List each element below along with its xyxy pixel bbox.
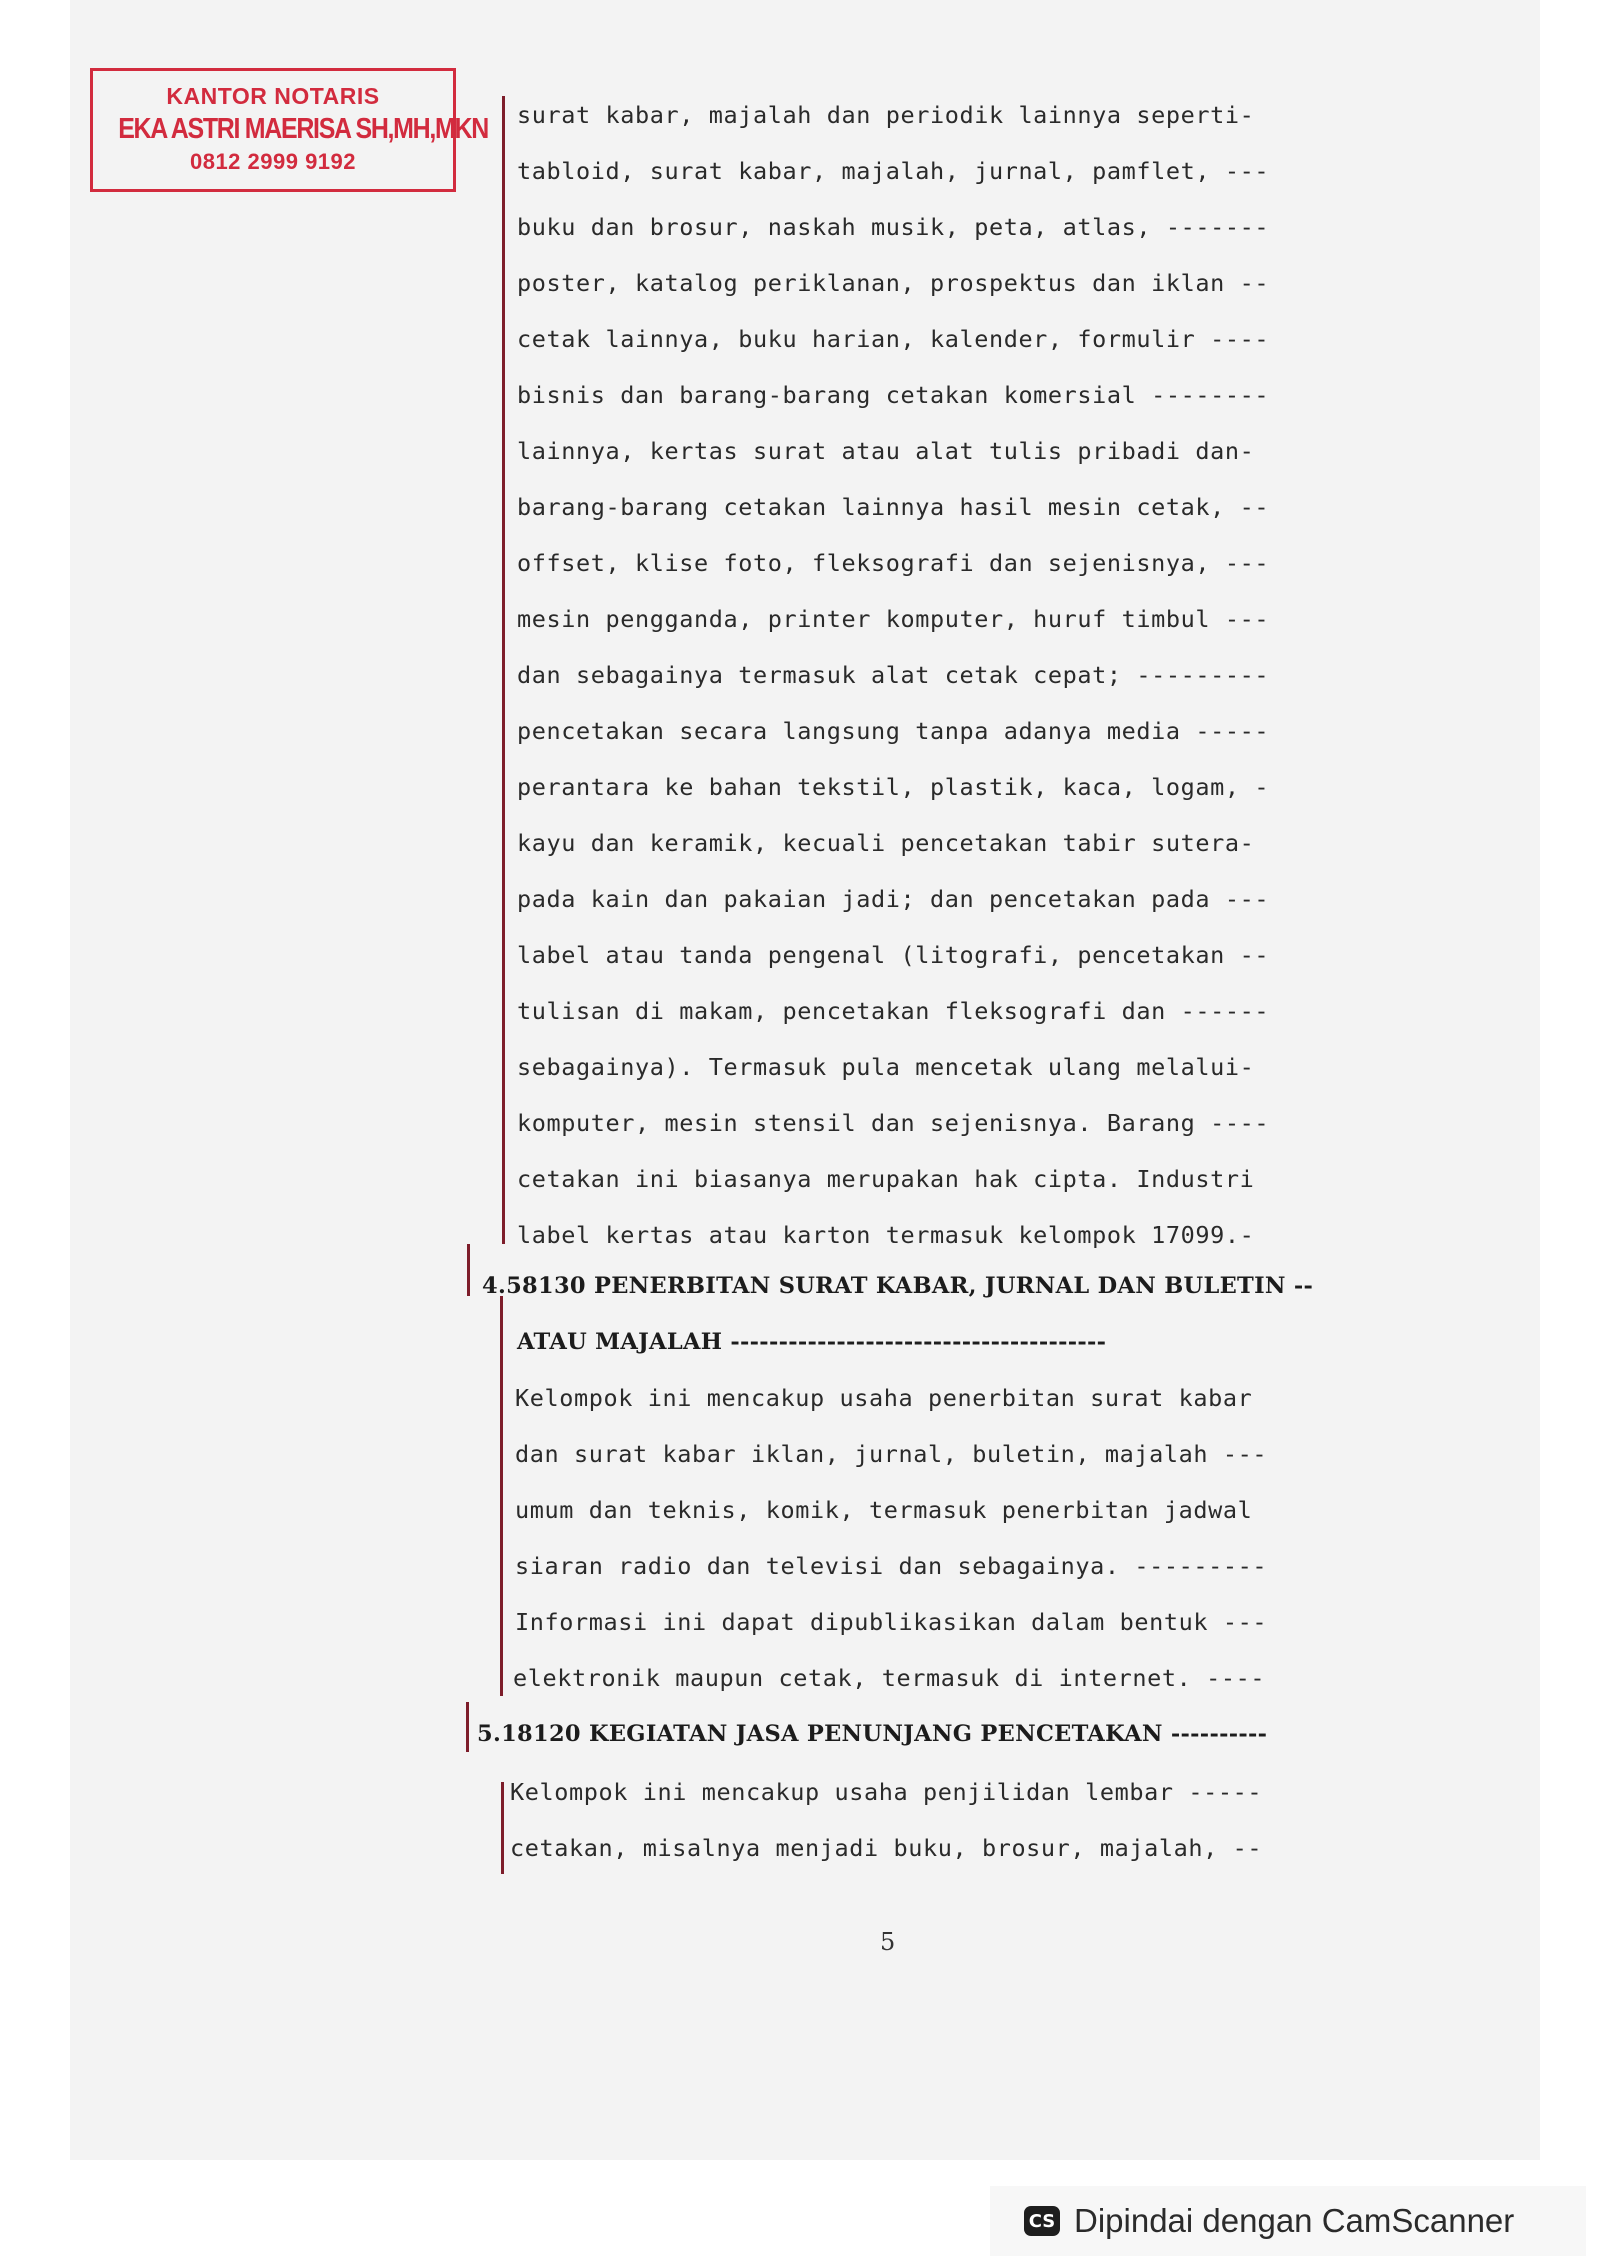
text-line: tabloid, surat kabar, majalah, jurnal, pamflet, --- — [517, 157, 1270, 185]
text-line: cetakan, misalnya menjadi buku, brosur, majalah, -- — [510, 1834, 1263, 1862]
text-line: surat kabar, majalah dan periodik lainnya seperti- — [517, 101, 1255, 129]
text-line: Kelompok ini mencakup usaha penjilidan lembar ----- — [510, 1778, 1263, 1806]
text-line: umum dan teknis, komik, termasuk penerbitan jadwal — [515, 1496, 1253, 1524]
text-line: pencetakan secara langsung tanpa adanya media ----- — [517, 717, 1270, 745]
text-line: bisnis dan barang-barang cetakan komersial -------- — [517, 381, 1270, 409]
section-heading: 5.18120 KEGIATAN JASA PENUNJANG PENCETAKAN ---------- — [477, 1721, 1268, 1747]
text-line: Informasi ini dapat dipublikasikan dalam bentuk --- — [515, 1608, 1268, 1636]
text-line: lainnya, kertas surat atau alat tulis pribadi dan- — [517, 437, 1255, 465]
text-line: tulisan di makam, pencetakan fleksografi dan ------ — [517, 997, 1270, 1025]
stamp-notary-name: EKA ASTRI MAERISA SH,MH,MKN — [118, 113, 488, 145]
text-line: poster, katalog periklanan, prospektus dan iklan -- — [517, 269, 1270, 297]
text-line: siaran radio dan televisi dan sebagainya. --------- — [515, 1552, 1268, 1580]
text-line: label kertas atau karton termasuk kelompok 17099.- — [517, 1221, 1255, 1249]
text-line: dan surat kabar iklan, jurnal, buletin, majalah --- — [515, 1440, 1268, 1468]
margin-rule-section5-body — [501, 1782, 504, 1874]
margin-rule-main — [502, 96, 505, 1244]
text-line: komputer, mesin stensil dan sejenisnya. Barang ---- — [517, 1109, 1270, 1137]
text-line: label atau tanda pengenal (litografi, pencetakan -- — [517, 941, 1270, 969]
camscanner-logo-icon: CS — [1024, 2206, 1060, 2236]
text-line: kayu dan keramik, kecuali pencetakan tabir sutera- — [517, 829, 1255, 857]
text-line: dan sebagainya termasuk alat cetak cepat; --------- — [517, 661, 1270, 689]
section-heading-cont: ATAU MAJALAH --------------------------------------- — [517, 1329, 1107, 1355]
text-line: sebagainya). Termasuk pula mencetak ulang melalui- — [517, 1053, 1255, 1081]
text-line: cetak lainnya, buku harian, kalender, formulir ---- — [517, 325, 1270, 353]
text-line: mesin pengganda, printer komputer, huruf timbul --- — [517, 605, 1270, 633]
camscanner-text: Dipindai dengan CamScanner — [1074, 2202, 1515, 2239]
camscanner-badge — [990, 2186, 1586, 2256]
text-line: buku dan brosur, naskah musik, peta, atlas, ------- — [517, 213, 1270, 241]
text-line: pada kain dan pakaian jadi; dan pencetakan pada --- — [517, 885, 1270, 913]
margin-rule-section4 — [467, 1244, 470, 1296]
page-number: 5 — [880, 1928, 896, 1956]
notary-stamp — [90, 68, 488, 192]
stamp-office-name: KANTOR NOTARIS — [166, 83, 380, 109]
text-line: Kelompok ini mencakup usaha penerbitan surat kabar — [515, 1384, 1253, 1412]
margin-rule-section5 — [466, 1702, 469, 1752]
stamp-phone: 0812 2999 9192 — [189, 149, 357, 174]
margin-rule-section4-body — [500, 1296, 503, 1696]
section-heading: 4.58130 PENERBITAN SURAT KABAR, JURNAL DAN BULETIN -- — [482, 1273, 1314, 1299]
text-line: cetakan ini biasanya merupakan hak cipta. Industri — [517, 1165, 1255, 1193]
text-line: perantara ke bahan tekstil, plastik, kaca, logam, - — [517, 773, 1270, 801]
text-line: elektronik maupun cetak, termasuk di internet. ---- — [513, 1664, 1266, 1692]
text-line: barang-barang cetakan lainnya hasil mesin cetak, -- — [517, 493, 1270, 521]
text-line: offset, klise foto, fleksografi dan sejenisnya, --- — [517, 549, 1270, 577]
